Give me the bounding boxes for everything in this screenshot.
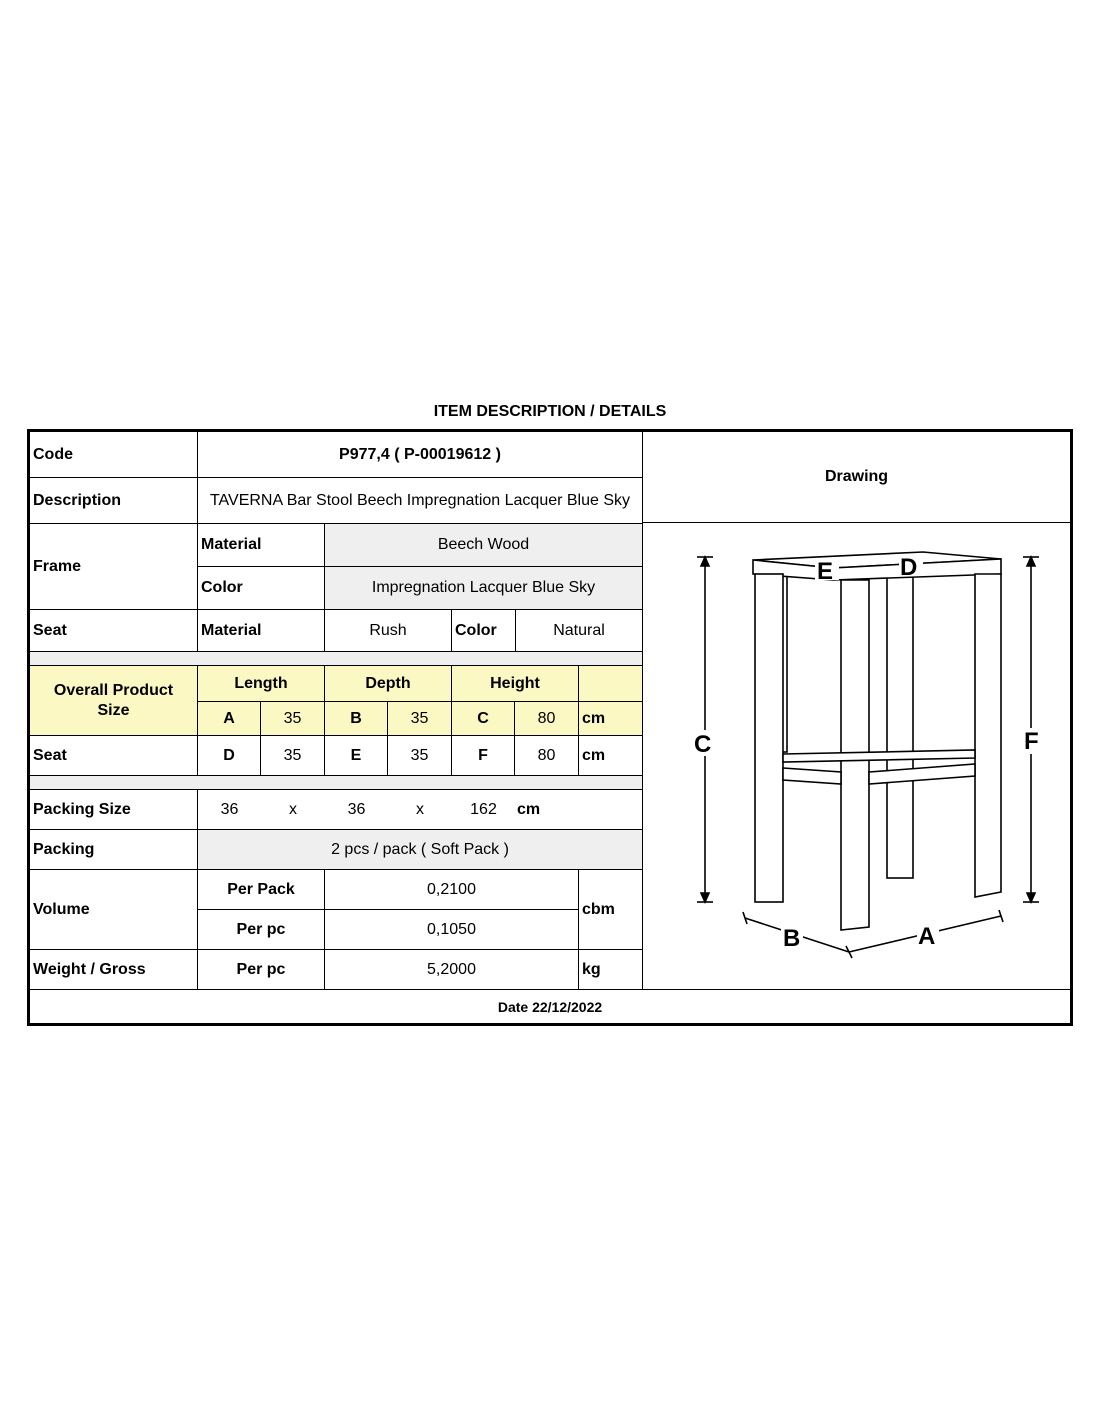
seat-size-unit: cm bbox=[579, 736, 643, 776]
dim-f-value: 80 bbox=[515, 736, 579, 776]
volume-unit: cbm bbox=[579, 870, 643, 950]
frame-color-label: Color bbox=[198, 566, 325, 609]
volume-per-pack-value: 0,2100 bbox=[325, 870, 579, 910]
stretcher-right bbox=[869, 764, 975, 784]
height-label: Height bbox=[452, 666, 579, 702]
dim-b-value: 35 bbox=[388, 702, 452, 736]
seat-label: Seat bbox=[30, 609, 198, 652]
drawing-label-c: C bbox=[694, 731, 712, 758]
right-leg bbox=[975, 574, 1001, 897]
code-value: P977,4 ( P-00019612 ) bbox=[198, 432, 643, 478]
dim-f-label: F bbox=[452, 736, 515, 776]
drawing-label: Drawing bbox=[643, 432, 1070, 523]
spacer-row bbox=[30, 652, 643, 666]
dim-c-value: 80 bbox=[515, 702, 579, 736]
frame-material-value: Beech Wood bbox=[325, 523, 643, 566]
drawing-label-e: E bbox=[817, 558, 834, 585]
seat-color-label: Color bbox=[452, 609, 516, 652]
stretcher-back bbox=[783, 750, 975, 762]
overall-size-label: Overall Product Size bbox=[30, 666, 198, 736]
packing-times-2: x bbox=[388, 790, 452, 830]
dim-d-value: 35 bbox=[261, 736, 325, 776]
packing-height: 162 bbox=[452, 790, 515, 830]
weight-per-pc-label: Per pc bbox=[198, 950, 325, 990]
dim-e-label: E bbox=[325, 736, 388, 776]
back-right-leg bbox=[887, 572, 913, 878]
packing-times-1: x bbox=[261, 790, 325, 830]
frame-color-value: Impregnation Lacquer Blue Sky bbox=[325, 566, 643, 609]
dim-a-value: 35 bbox=[261, 702, 325, 736]
volume-label: Volume bbox=[30, 870, 198, 950]
drawing-label-b: B bbox=[783, 925, 801, 952]
volume-per-pc-value: 0,1050 bbox=[325, 910, 579, 950]
packing-value: 2 pcs / pack ( Soft Pack ) bbox=[198, 830, 643, 870]
spec-sheet bbox=[27, 429, 1073, 1026]
weight-unit: kg bbox=[579, 950, 643, 990]
dimension-c-line bbox=[697, 557, 713, 902]
packing-label: Packing bbox=[30, 830, 198, 870]
date-footer: Date 22/12/2022 bbox=[497, 998, 603, 1015]
seat-color-value: Natural bbox=[516, 609, 643, 652]
drawing-label-f: F bbox=[1024, 728, 1039, 755]
seat-material-label: Material bbox=[198, 609, 325, 652]
dim-d-label: D bbox=[198, 736, 261, 776]
code-label: Code bbox=[30, 432, 198, 478]
weight-per-pc-value: 5,2000 bbox=[325, 950, 579, 990]
packing-width: 36 bbox=[198, 790, 261, 830]
seat-size-label: Seat bbox=[30, 736, 198, 776]
packing-size-label: Packing Size bbox=[30, 790, 198, 830]
document-title: ITEM DESCRIPTION / DETAILS bbox=[433, 403, 667, 420]
length-label: Length bbox=[198, 666, 325, 702]
frame-material-label: Material bbox=[198, 523, 325, 566]
dim-c-label: C bbox=[452, 702, 515, 736]
size-header-blank bbox=[579, 666, 643, 702]
dim-e-value: 35 bbox=[388, 736, 452, 776]
drawing-label-d: D bbox=[900, 554, 918, 581]
depth-label: Depth bbox=[325, 666, 452, 702]
frame-label: Frame bbox=[30, 523, 198, 609]
packing-size-unit: cm bbox=[515, 790, 643, 830]
weight-label: Weight / Gross bbox=[30, 950, 198, 990]
seat-material-value: Rush bbox=[325, 609, 452, 652]
volume-per-pc-label: Per pc bbox=[198, 910, 325, 950]
drawing-label-a: A bbox=[918, 923, 936, 950]
volume-per-pack-label: Per Pack bbox=[198, 870, 325, 910]
spacer-row-2 bbox=[30, 776, 643, 790]
description-label: Description bbox=[30, 478, 198, 523]
overall-size-unit: cm bbox=[579, 702, 643, 736]
stool-drawing bbox=[683, 532, 1063, 972]
packing-depth: 36 bbox=[325, 790, 388, 830]
dim-a-label: A bbox=[198, 702, 261, 736]
stretcher-left bbox=[783, 768, 841, 784]
dim-b-label: B bbox=[325, 702, 388, 736]
front-left-leg bbox=[755, 574, 783, 902]
description-value: TAVERNA Bar Stool Beech Impregnation Lacquer Blue Sky bbox=[198, 478, 643, 523]
